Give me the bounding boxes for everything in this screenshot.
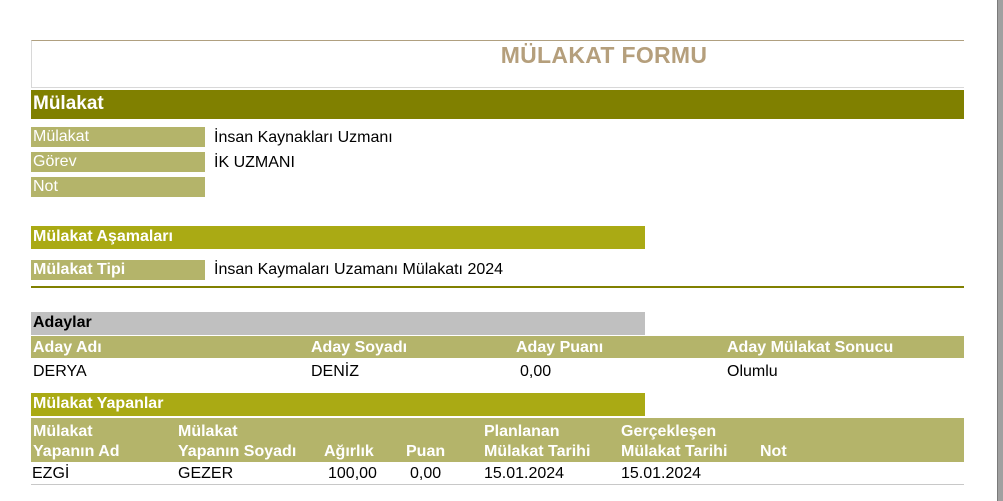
col-header-puan: Puan <box>406 443 446 460</box>
cell-aday-soyadi: DENİZ <box>311 363 359 380</box>
section-header-stages: Mülakat Aşamaları <box>31 226 645 249</box>
field-label-mulakat: Mülakat <box>31 127 205 147</box>
col-header-gerceklesen-1: Gerçekleşen <box>621 423 717 440</box>
section-header-interviewers: Mülakat Yapanlar <box>31 393 645 416</box>
interviewers-header-row <box>31 418 964 462</box>
table-row <box>31 463 964 485</box>
col-header-yapan-ad-2: Yapanın Ad <box>33 443 120 460</box>
col-header-gerceklesen-2: Mülakat Tarihi <box>621 443 728 460</box>
field-label-not: Not <box>31 177 205 197</box>
col-header-planlanan-2: Mülakat Tarihi <box>484 443 591 460</box>
col-header-not: Not <box>760 443 787 460</box>
section-header-candidates: Adaylar <box>31 312 645 335</box>
field-label-mulakat-tipi: Mülakat Tipi <box>31 260 205 280</box>
cell-aday-puani: 0,00 <box>520 363 552 380</box>
stages-divider <box>31 286 964 288</box>
cell-yapan-ad: EZGİ <box>32 465 70 482</box>
col-header-aday-soyadi: Aday Soyadı <box>311 339 408 356</box>
col-header-aday-adi: Aday Adı <box>33 339 102 356</box>
field-value-mulakat-tipi: İnsan Kaymaları Uzamanı Mülakatı 2024 <box>214 261 504 278</box>
page-shadow <box>998 0 1003 501</box>
col-header-aday-sonucu: Aday Mülakat Sonucu <box>727 339 894 356</box>
candidates-header-row <box>31 336 964 358</box>
col-header-yapan-soyad-1: Mülakat <box>178 423 238 440</box>
cell-puan: 0,00 <box>410 465 442 482</box>
section-header-mulakat: Mülakat <box>31 90 964 119</box>
field-value-mulakat: İnsan Kaynakları Uzmanı <box>214 129 393 146</box>
field-label-gorev: Görev <box>31 152 205 172</box>
cell-yapan-soyad: GEZER <box>178 465 234 482</box>
col-header-aday-puani: Aday Puanı <box>516 339 604 356</box>
col-header-yapan-ad-1: Mülakat <box>33 423 93 440</box>
cell-aday-sonucu: Olumlu <box>727 363 778 380</box>
cell-aday-adi: DERYA <box>33 363 87 380</box>
cell-gerceklesen: 15.01.2024 <box>621 465 702 482</box>
form-title: MÜLAKAT FORMU <box>500 42 708 68</box>
col-header-planlanan-1: Planlanan <box>484 423 560 440</box>
cell-planlanan: 15.01.2024 <box>484 465 565 482</box>
table-row <box>31 361 964 383</box>
col-header-agirlik: Ağırlık <box>324 443 374 460</box>
cell-agirlik: 100,00 <box>328 465 377 482</box>
col-header-yapan-soyad-2: Yapanın Soyadı <box>178 443 297 460</box>
table-bottom-divider <box>31 484 964 485</box>
field-value-gorev: İK UZMANI <box>214 154 295 171</box>
